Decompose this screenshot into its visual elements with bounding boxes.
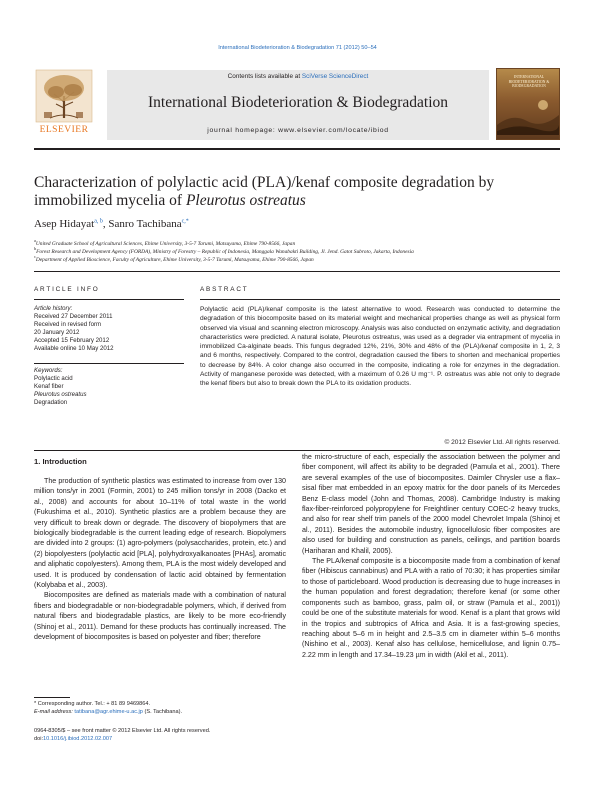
paper-title-text: Characterization of polylactic acid (PLA)/kenaf composite degradation by immobilized mycelia of — [34, 174, 495, 209]
contents-line — [107, 73, 489, 80]
header-divider — [34, 148, 560, 150]
doi-prefix: doi: — [34, 736, 44, 742]
email-footnote — [34, 709, 289, 716]
author-name: Sanro Tachibana — [108, 218, 182, 230]
abstract-rule — [200, 299, 560, 300]
doi-link[interactable]: 10.1016/j.ibiod.2012.02.007 — [43, 736, 113, 742]
keyword: Pleurotus ostreatus — [34, 391, 87, 399]
sciencedirect-link[interactable]: SciVerse ScienceDirect — [301, 73, 369, 80]
author-affiliation-marker[interactable]: a, b — [94, 218, 103, 225]
section-heading-introduction: 1. Introduction — [34, 457, 87, 466]
journal-homepage-text[interactable]: journal homepage: www.elsevier.com/locate/ibiod — [207, 127, 389, 134]
email-suffix: (S. Tachibana). — [142, 709, 182, 715]
keyword: Degradation — [34, 399, 68, 407]
cover-title: INTERNATIONAL BIODETERIORATION & BIODEGRADATION — [508, 75, 550, 89]
affiliation-divider — [34, 271, 560, 272]
history-item: Accepted 15 February 2012 — [34, 337, 110, 345]
keyword: Kenaf fiber — [34, 383, 64, 391]
affiliation-marker: a — [34, 238, 36, 243]
author-list — [34, 218, 189, 230]
body-paragraph: The PLA/kenaf composite is a biocomposite made from a combination of kenaf fiber (Hibiscus cannabinus) and PLA with a ratio of 70:30; it has properties similar to those of particleboard. Wood production is decreasing due to huge increases in the human population and forest degradation; therefore kenaf (or some other components such as bamboo, grass, palm oil, or straw (Pamula et al., 2001)) could be one of the substitute materials for wood. Kenaf is a plant that grows wild in the tropics and subtropics of Africa and Asia. It is a fast-growing species, reaching about 5–6 m in height and 2.5–3.5 cm in diameter within 5–6 months (Nishino et al., 2003). Kenaf also has cellulose, hemicellulose, and lignin 0.75–2.22 mm in length and 17.34–19.23 µm in width (Akil et al., 2011). — [302, 557, 560, 659]
body-paragraph: the micro-structure of each, especially the association between the polymer and fiber component, will affect its ability to be degraded (Pamula et al., 2001). There are several examples of the use of biocomposites. Daimler Chrysler use a flax–sisal fiber mat embedded in an epoxy matrix for the door panels of its Mercedes Benz E-class model (John and Thomas, 2008). Cambridge Industry is making flax-fiber-reinforced polypropylene for Freightliner century COEC-2 heavy trucks, and also for rear shelf trim panels of the 2000 model Chevrolet Impala (Shinoj et al., 2011). Besides the automobile industry, lignocellulosic fiber composites are also used for building and construction as panels, ceilings, and partition boards (Hariharan and Khalil, 2005). — [302, 453, 560, 555]
article-info-heading: ARTICLE INFO — [34, 286, 100, 293]
keywords — [34, 367, 184, 407]
abstract-copyright: © 2012 Elsevier Ltd. All rights reserved. — [444, 439, 560, 446]
affiliation-marker: b — [34, 246, 37, 251]
journal-reference[interactable]: International Biodeterioration & Biodegradation 71 (2012) 50–54 — [218, 45, 377, 51]
affiliation-text: Forest Research and Development Agency (FORDA), Ministry of Forestry – Republic of Indonesia, Manggala Wanabakti Building, Jl. Jend. Gatot Subroto, Jakarta, Indonesia — [36, 248, 414, 255]
author-affiliation-marker[interactable]: c,* — [181, 218, 189, 225]
keywords-label: Keywords: — [34, 367, 63, 374]
history-label: Article history: — [34, 305, 73, 312]
body-paragraph: The production of synthetic plastics was estimated to increase from over 130 million tons/yr in 2001 (Formin, 2001) to 245 million tons/yr in 2008 (Dacko et al., 2008) and accounts for about 10–11% of total waste in the world (Fukushima et al., 2010). Synthetic plastics are a problem because they are very difficult to break down or degrade. The discovery of biopolymers that are biologically biodegradable is the current leading edge of research. Biopolymers are divided into 2 groups: (1) agro-polymers (polysaccharides, protein, etc.) and (2) biopolyesters (polylactic acid [PLA], polyhydroxyalkanoates [PHAs], aromatic and aliphatic copolyesters). Among them, PLA is the most widely developed and used. It is produced by condensation of lactic acid obtained by fermentation (Kolybaba et al., 2003). — [34, 477, 286, 590]
abstract-divider — [34, 450, 560, 451]
keyword: Polylactic acid — [34, 375, 73, 383]
paper-title — [34, 174, 554, 210]
article-info-rule — [34, 299, 184, 300]
abstract-heading: ABSTRACT — [200, 286, 249, 293]
article-history — [34, 305, 184, 354]
affiliation-text: United Graduate School of Agricultural Sciences, Ehime University, 3-5-7 Tarumi, Matsuyama, Ehime 790-8566, Japan — [35, 240, 296, 247]
footnote-divider — [34, 697, 70, 698]
right-column — [302, 452, 560, 660]
email-link[interactable]: tatibana@agr.ehime-u.ac.jp — [74, 709, 143, 715]
corresponding-author-footnote: * Corresponding author. Tel.: + 81 89 9469864. — [34, 701, 151, 707]
journal-cover-image — [496, 68, 560, 140]
history-item: Available online 10 May 2012 — [34, 345, 114, 353]
history-item: Received in revised form — [34, 321, 102, 329]
journal-title: International Biodeterioration & Biodegradation — [147, 94, 448, 111]
abstract-text: Polylactic acid (PLA)/kenaf composite is the latest alternative to wood. Research was conducted to determine the degradation of this biocomposite based on its material weight and mechanical properties change as well as physical form observed via visual and scanning electron microscopy. Analysis was also conducted on enzymatic activity, and degradation characteristics were predicted. A natural isolate, Pleurotus ostreatus, was used as a degrader via entrapment of mycelia in immobilized Ca-alginate beads. This fungus degraded 12%, 21%, 30% and 48% of the (PLA)/kenaf composite in 1, 2, 3 and 6 months, respectively. Compared to the control, degradation caused the fibers to shorten and mechanical properties to decrease by 84%. A color change also occurred in the composite, indicating a role for enzymes in the degradation. Activity of manganese peroxide was detected, with a maximum of 0.26 U mg⁻¹. P. ostreatus was able not only to degrade the kenaf fibers but also to break down the PLA to its oxidation products. — [200, 306, 560, 388]
history-item: Received 27 December 2011 — [34, 313, 113, 321]
cover-artwork — [497, 95, 559, 135]
email-label: E-mail address: — [34, 709, 75, 715]
history-item: 20 January 2012 — [34, 329, 80, 337]
journal-homepage[interactable] — [107, 127, 489, 134]
affiliation-marker: c — [34, 254, 36, 259]
keywords-rule — [34, 363, 184, 364]
affiliation-c — [34, 254, 560, 263]
elsevier-wordmark: ELSEVIER — [39, 125, 89, 135]
author-name: Asep Hidayat — [34, 218, 95, 230]
body-paragraph: Biocomposites are defined as materials made with a combination of natural fibers and biodegradable or non-biodegradable polymers, which, if derived from natural fibers and biodegradable plastics, are likely to be more eco-friendly (Shinoj et al., 2011). Demand for these products has continually increased. The development of biocomposites is based on polyester and fiber; therefore — [34, 591, 286, 642]
left-column — [34, 476, 286, 643]
contents-prefix: Contents lists available at — [227, 73, 302, 80]
issn-line: 0964-8305/$ – see front matter © 2012 Elsevier Ltd. All rights reserved. — [34, 728, 211, 734]
author-separator: , — [102, 218, 109, 230]
affiliation-text: Department of Applied Bioscience, Faculty of Agriculture, Ehime University, 3-5-7 Tarumi, Matsuyama, Ehime 790-8566, Japan — [35, 256, 314, 263]
paper-title-species: Pleurotus ostreatus — [185, 192, 306, 209]
doi-line — [34, 736, 112, 744]
